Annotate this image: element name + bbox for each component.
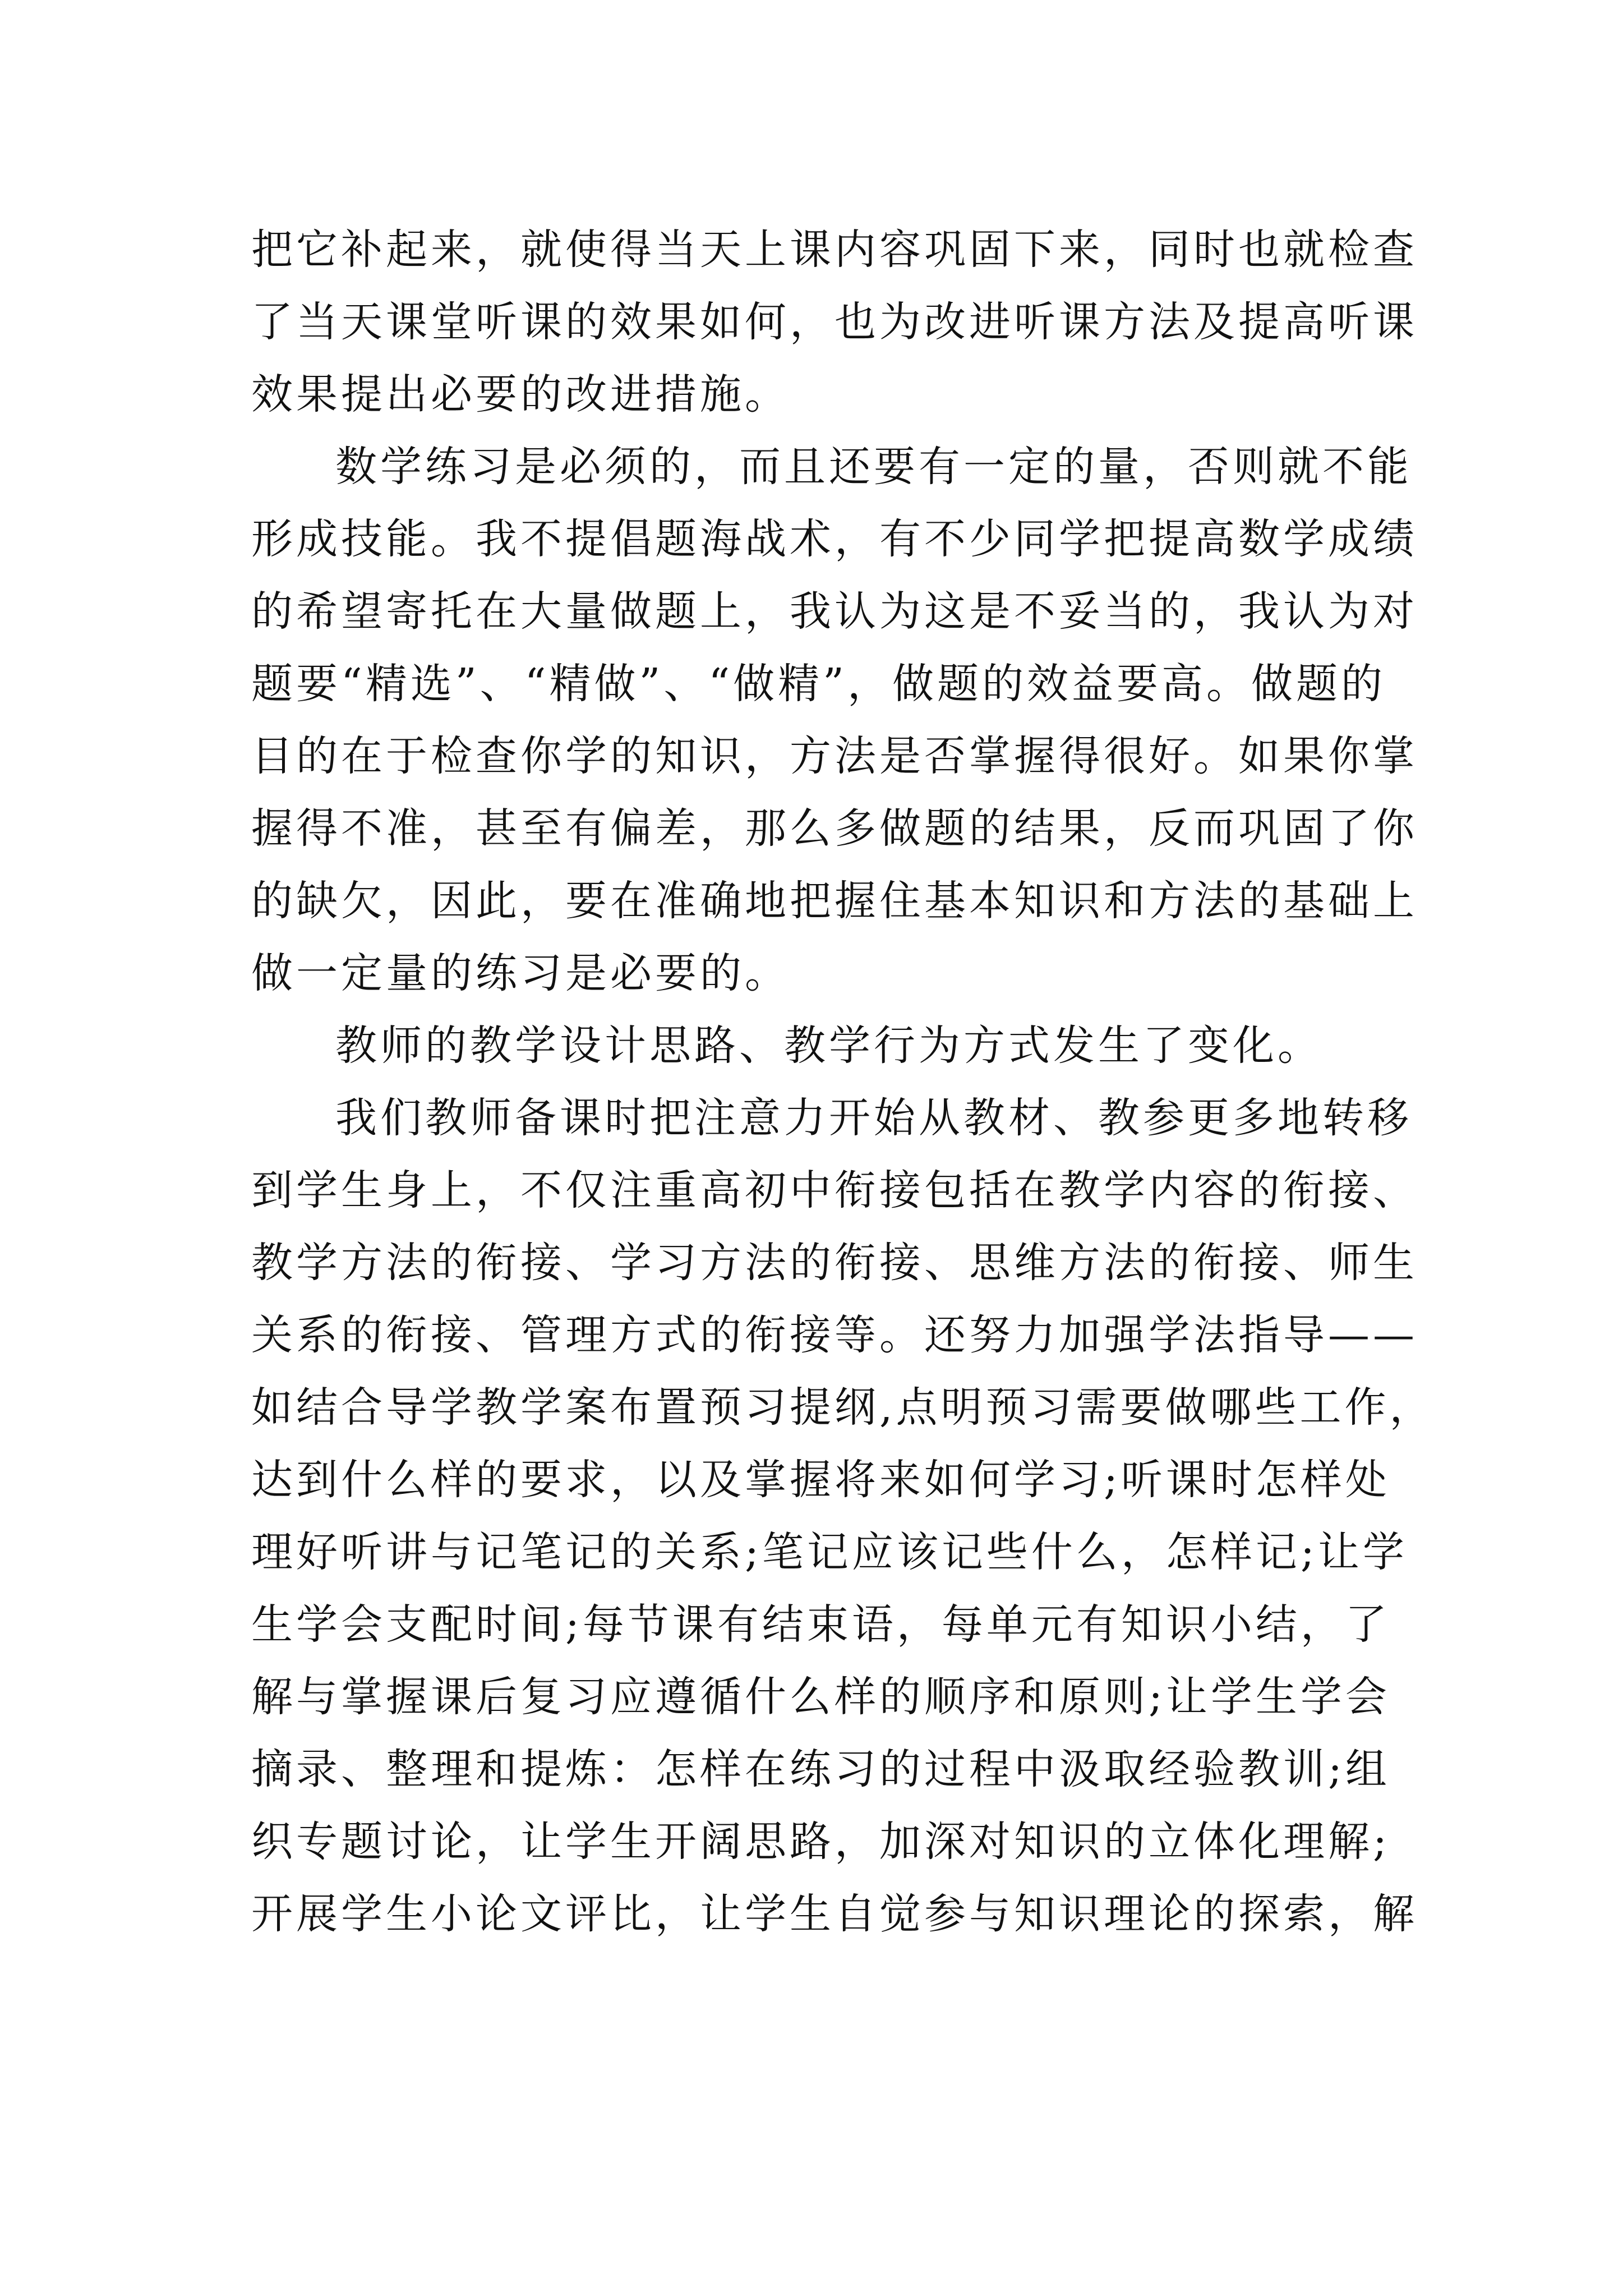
text-line: 生学会支配时间;每节课有结束语，每单元有知识小结，了: [251, 1600, 1390, 1649]
paragraph-first-line: 教师的教学设计思路、教学行为方式发生了变化。: [335, 1022, 1322, 1070]
text-line: 如结合导学教学案布置预习提纲,点明预习需要做哪些工作，: [251, 1383, 1435, 1432]
text-line: 摘录、整理和提炼：怎样在练习的过程中汲取经验教训;组: [251, 1745, 1390, 1793]
text-line: 的希望寄托在大量做题上，我认为这是不妥当的，我认为对: [251, 587, 1418, 636]
paragraph-first-line: 数学练习是必须的，而且还要有一定的量，否则就不能: [335, 443, 1412, 491]
text-line: 把它补起来，就使得当天上课内容巩固下来，同时也就检查: [251, 226, 1418, 274]
text-line: 效果提出必要的改进措施。: [251, 370, 790, 418]
text-line: 理好听讲与记笔记的关系;笔记应该记些什么，怎样记;让学: [251, 1528, 1408, 1576]
paragraph-first-line: 我们教师备课时把注意力开始从教材、教参更多地转移: [335, 1094, 1412, 1142]
text-line: 的缺欠，因此，要在准确地把握住基本知识和方法的基础上: [251, 877, 1418, 925]
text-line: 做一定量的练习是必要的。: [251, 949, 790, 997]
text-line: 目的在于检查你学的知识，方法是否掌握得很好。如果你掌: [251, 732, 1418, 780]
text-line: 达到什么样的要求，以及掌握将来如何学习;听课时怎样处: [251, 1456, 1390, 1504]
text-line: 开展学生小论文评比，让学生自觉参与知识理论的探索，解: [251, 1890, 1418, 1938]
text-line: 织专题讨论，让学生开阔思路，加深对知识的立体化理解;: [251, 1818, 1390, 1866]
text-line: 教学方法的衔接、学习方法的衔接、思维方法的衔接、师生: [251, 1239, 1418, 1287]
text-line: 题要“精选”、“精做”、“做精”，做题的效益要高。做题的: [251, 660, 1386, 708]
text-line: 握得不准，甚至有偏差，那么多做题的结果，反而巩固了你: [251, 804, 1418, 853]
text-line: 解与掌握课后复习应遵循什么样的顺序和原则;让学生学会: [251, 1673, 1390, 1721]
text-line: 到学生身上，不仅注重高初中衔接包括在教学内容的衔接、: [251, 1166, 1418, 1214]
text-line: 了当天课堂听课的效果如何，也为改进听课方法及提高听课: [251, 298, 1418, 346]
text-line: 关系的衔接、管理方式的衔接等。还努力加强学法指导——: [251, 1311, 1418, 1359]
text-line: 形成技能。我不提倡题海战术，有不少同学把提高数学成绩: [251, 515, 1418, 563]
